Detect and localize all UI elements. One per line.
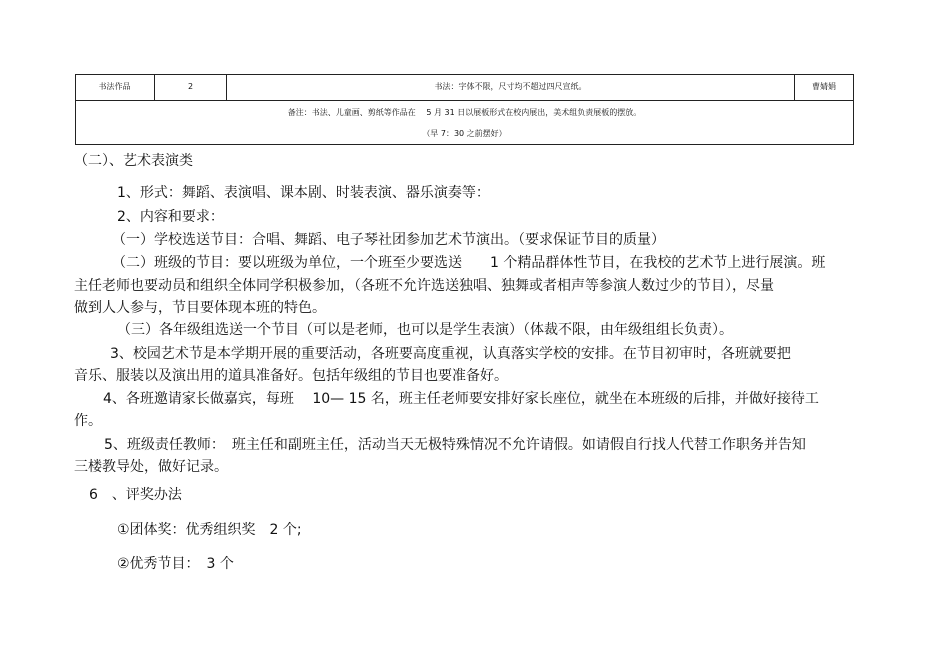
award-item-1: ①团体奖：优秀组织奖 2 个; [117, 522, 302, 538]
form-line: 1、形式：舞蹈、表演唱、课本剧、时装表演、器乐演奏等： [117, 185, 490, 201]
requirement-2-line2: 主任老师也要动员和组织全体同学积极参加，（各班不允许选送独唱、独舞或者相声等参演人数过少的节目），尽量 [74, 278, 774, 294]
cell-person: 曹婧娟 [812, 82, 836, 91]
paragraph-3-line1: 3、校园艺术节是本学期开展的重要活动，各班要高度重视，认真落实学校的安排。在节目初审时，各班就要把 [110, 346, 791, 362]
table-row-divider [75, 100, 854, 101]
requirement-1: （一）学校选送节目：合唱、舞蹈、电子琴社团参加艺术节演出。（要求保证节目的质量） [112, 232, 665, 248]
paragraph-4-line2: 作。 [74, 413, 102, 429]
requirement-3: （三）各年级组选送一个节目（可以是老师，也可以是学生表演）（体裁不限，由年级组组长负责）。 [117, 322, 733, 338]
paragraph-5-line1: 5、班级责任教师： 班主任和副班主任，活动当天无极特殊情况不允许请假。如请假自行找人代替工作职务并告知 [104, 437, 806, 453]
cell-count: 2 [187, 82, 194, 91]
requirement-2-line1: （二）班级的节目：要以班级为单位，一个班至少要选送 1 个精品群体性节目，在我校的艺术节上进行展演。班 [112, 255, 826, 271]
awards-heading: 6 、评奖办法 [89, 487, 182, 503]
table-border-bottom [75, 144, 854, 145]
paragraph-5-line2: 三楼教导处，做好记录。 [74, 459, 228, 475]
paragraph-3-line2: 音乐、服装以及演出用的道具准备好。包括年级组的节目也要准备好。 [74, 368, 508, 384]
table-note-line1: 备注：书法、儿童画、剪纸等作品在 5 月 31 日以展板形式在校内展出，美术组负责展板的摆放。 [287, 108, 642, 117]
award-item-2: ②优秀节目： 3 个 [117, 556, 234, 572]
content-heading: 2、内容和要求： [117, 209, 224, 225]
table-border-top [75, 74, 854, 75]
activity-table [75, 74, 854, 145]
section-title: （二）、艺术表演类 [74, 153, 193, 169]
requirement-2-line3: 做到人人参与，节目要体现本班的特色。 [74, 300, 326, 316]
table-note-line2: （早 7：30 之前摆好） [422, 129, 507, 138]
paragraph-4-line1: 4、各班邀请家长做嘉宾，每班 10— 15 名，班主任老师要安排好家长座位，就坐在本班级的后排，并做好接待工 [103, 391, 819, 407]
cell-category: 书法作品 [98, 82, 131, 91]
cell-requirement: 书法：字体不限，尺寸均不超过四尺宣纸。 [434, 82, 587, 91]
